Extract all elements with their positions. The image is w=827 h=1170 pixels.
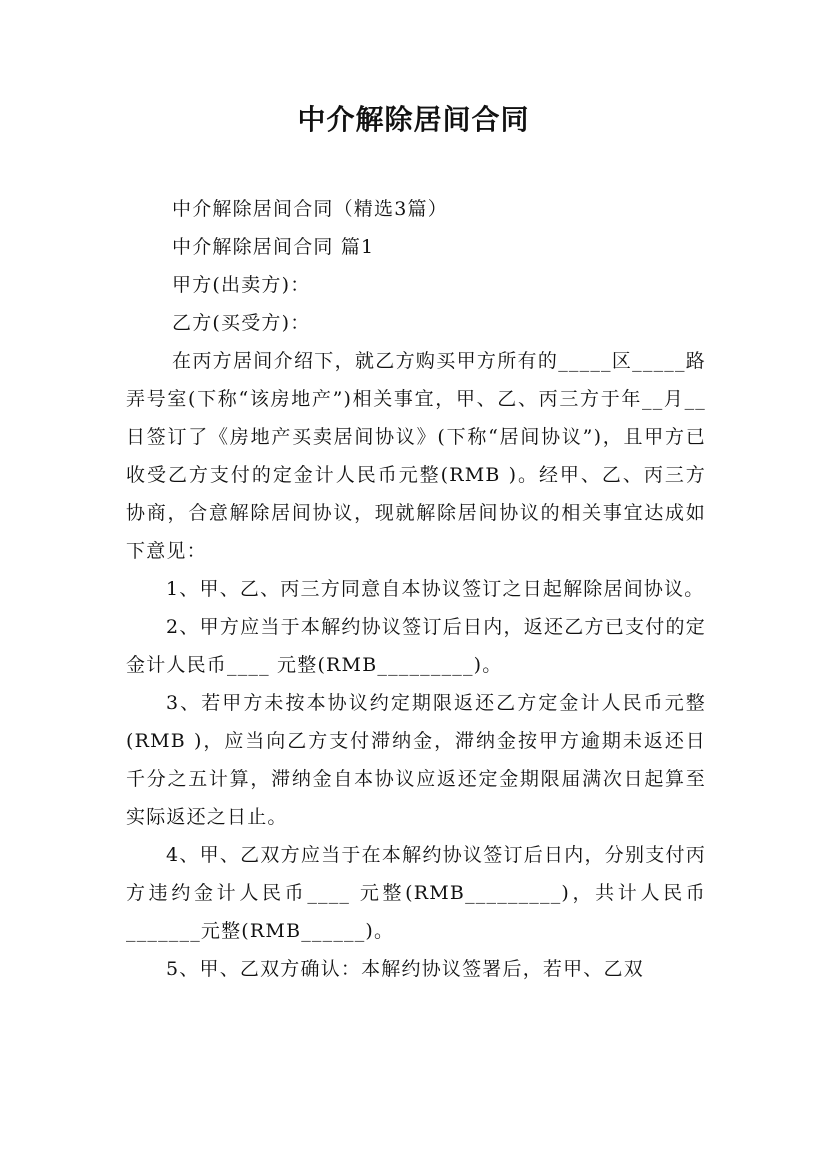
section-heading: 中介解除居间合同 篇1 xyxy=(172,236,375,258)
document-title: 中介解除居间合同 xyxy=(297,103,530,136)
intro-paragraph: 在丙方居间介绍下，就乙方购买甲方所有的_____区_____路弄号室(下称“该房地产”)相关事宜，甲、乙、丙三方于年__月__日签订了《房地产买卖居间协议》(下称“居间协议”)，且甲方已收受乙方支付的定金计人民币元整(RMB )。经甲、乙、丙三方协商，合意解除居间协议，现就解除居间协议的相关事宜达成如下意见： xyxy=(126,350,706,562)
document-body xyxy=(126,190,706,988)
party-a-line: 甲方(出卖方)： xyxy=(172,274,311,296)
clause-2: 2、甲方应当于本解约协议签订后日内，返还乙方已支付的定金计人民币____ 元整(RMB_________)。 xyxy=(126,616,706,676)
clause-4: 4、甲、乙双方应当于在本解约协议签订后日内，分别支付丙方违约金计人民币____ 元整(RMB_________)，共计人民币_______元整(RMB______)。 xyxy=(126,844,706,942)
party-b-line: 乙方(买受方)： xyxy=(172,312,311,334)
subtitle-line: 中介解除居间合同（精选3篇） xyxy=(172,198,448,220)
clause-3: 3、若甲方未按本协议约定期限返还乙方定金计人民币元整(RMB )，应当向乙方支付滞纳金，滞纳金按甲方逾期未返还日千分之五计算，滞纳金自本协议应返还定金期限届满次日起算至实际返还之日止。 xyxy=(126,692,706,828)
clause-5: 5、甲、乙双方确认：本解约协议签署后，若甲、乙双 xyxy=(166,958,644,980)
clause-1: 1、甲、乙、丙三方同意自本协议签订之日起解除居间协议。 xyxy=(166,578,705,600)
